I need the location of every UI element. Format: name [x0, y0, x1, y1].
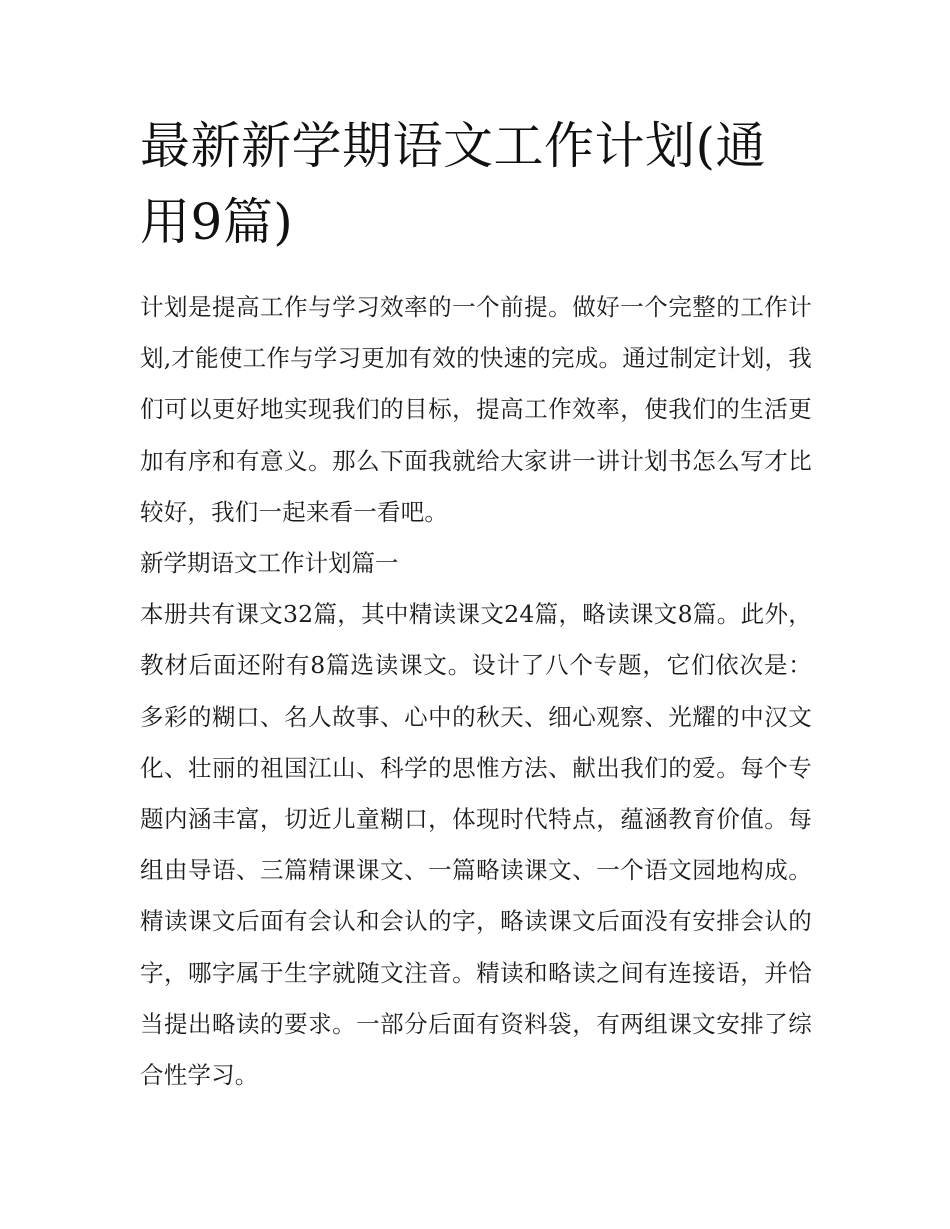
section-heading: 新学期语文工作计划篇一: [140, 549, 399, 578]
document-content: [140, 108, 812, 1101]
section-body-paragraph: 本册共有课文32篇，其中精读课文24篇，略读课文8篇。此外，教材后面还附有8篇选读课文。设计了八个专题，它们依次是：多彩的糊口、名人故事、心中的秋天、细心观察、光耀的中汉文化、壮丽的祖国江山、科学的思惟方法、献出我们的爱。每个专题内涵丰富，切近儿童糊口，体现时代特点，蕴涵教育价值。每组由导语、三篇精课课文、一篇略读课文、一个语文园地构成。精读课文后面有会认和会认的字，略读课文后面没有安排会认的字，哪字属于生字就随文注音。精读和略读之间有连接语，并恰当提出略读的要求。一部分后面有资料袋，有两组课文安排了综合性学习。: [140, 600, 812, 1090]
document-title: 最新新学期语文工作计划(通用9篇): [140, 117, 767, 251]
intro-paragraph: 计划是提高工作与学习效率的一个前提。做好一个完整的工作计划,才能使工作与学习更加有效的快速的完成。通过制定计划，我们可以更好地实现我们的目标，提高工作效率，使我们的生活更加有序和有意义。那么下面我就给大家讲一讲计划书怎么写才比较好，我们一起来看一看吧。: [140, 293, 812, 526]
